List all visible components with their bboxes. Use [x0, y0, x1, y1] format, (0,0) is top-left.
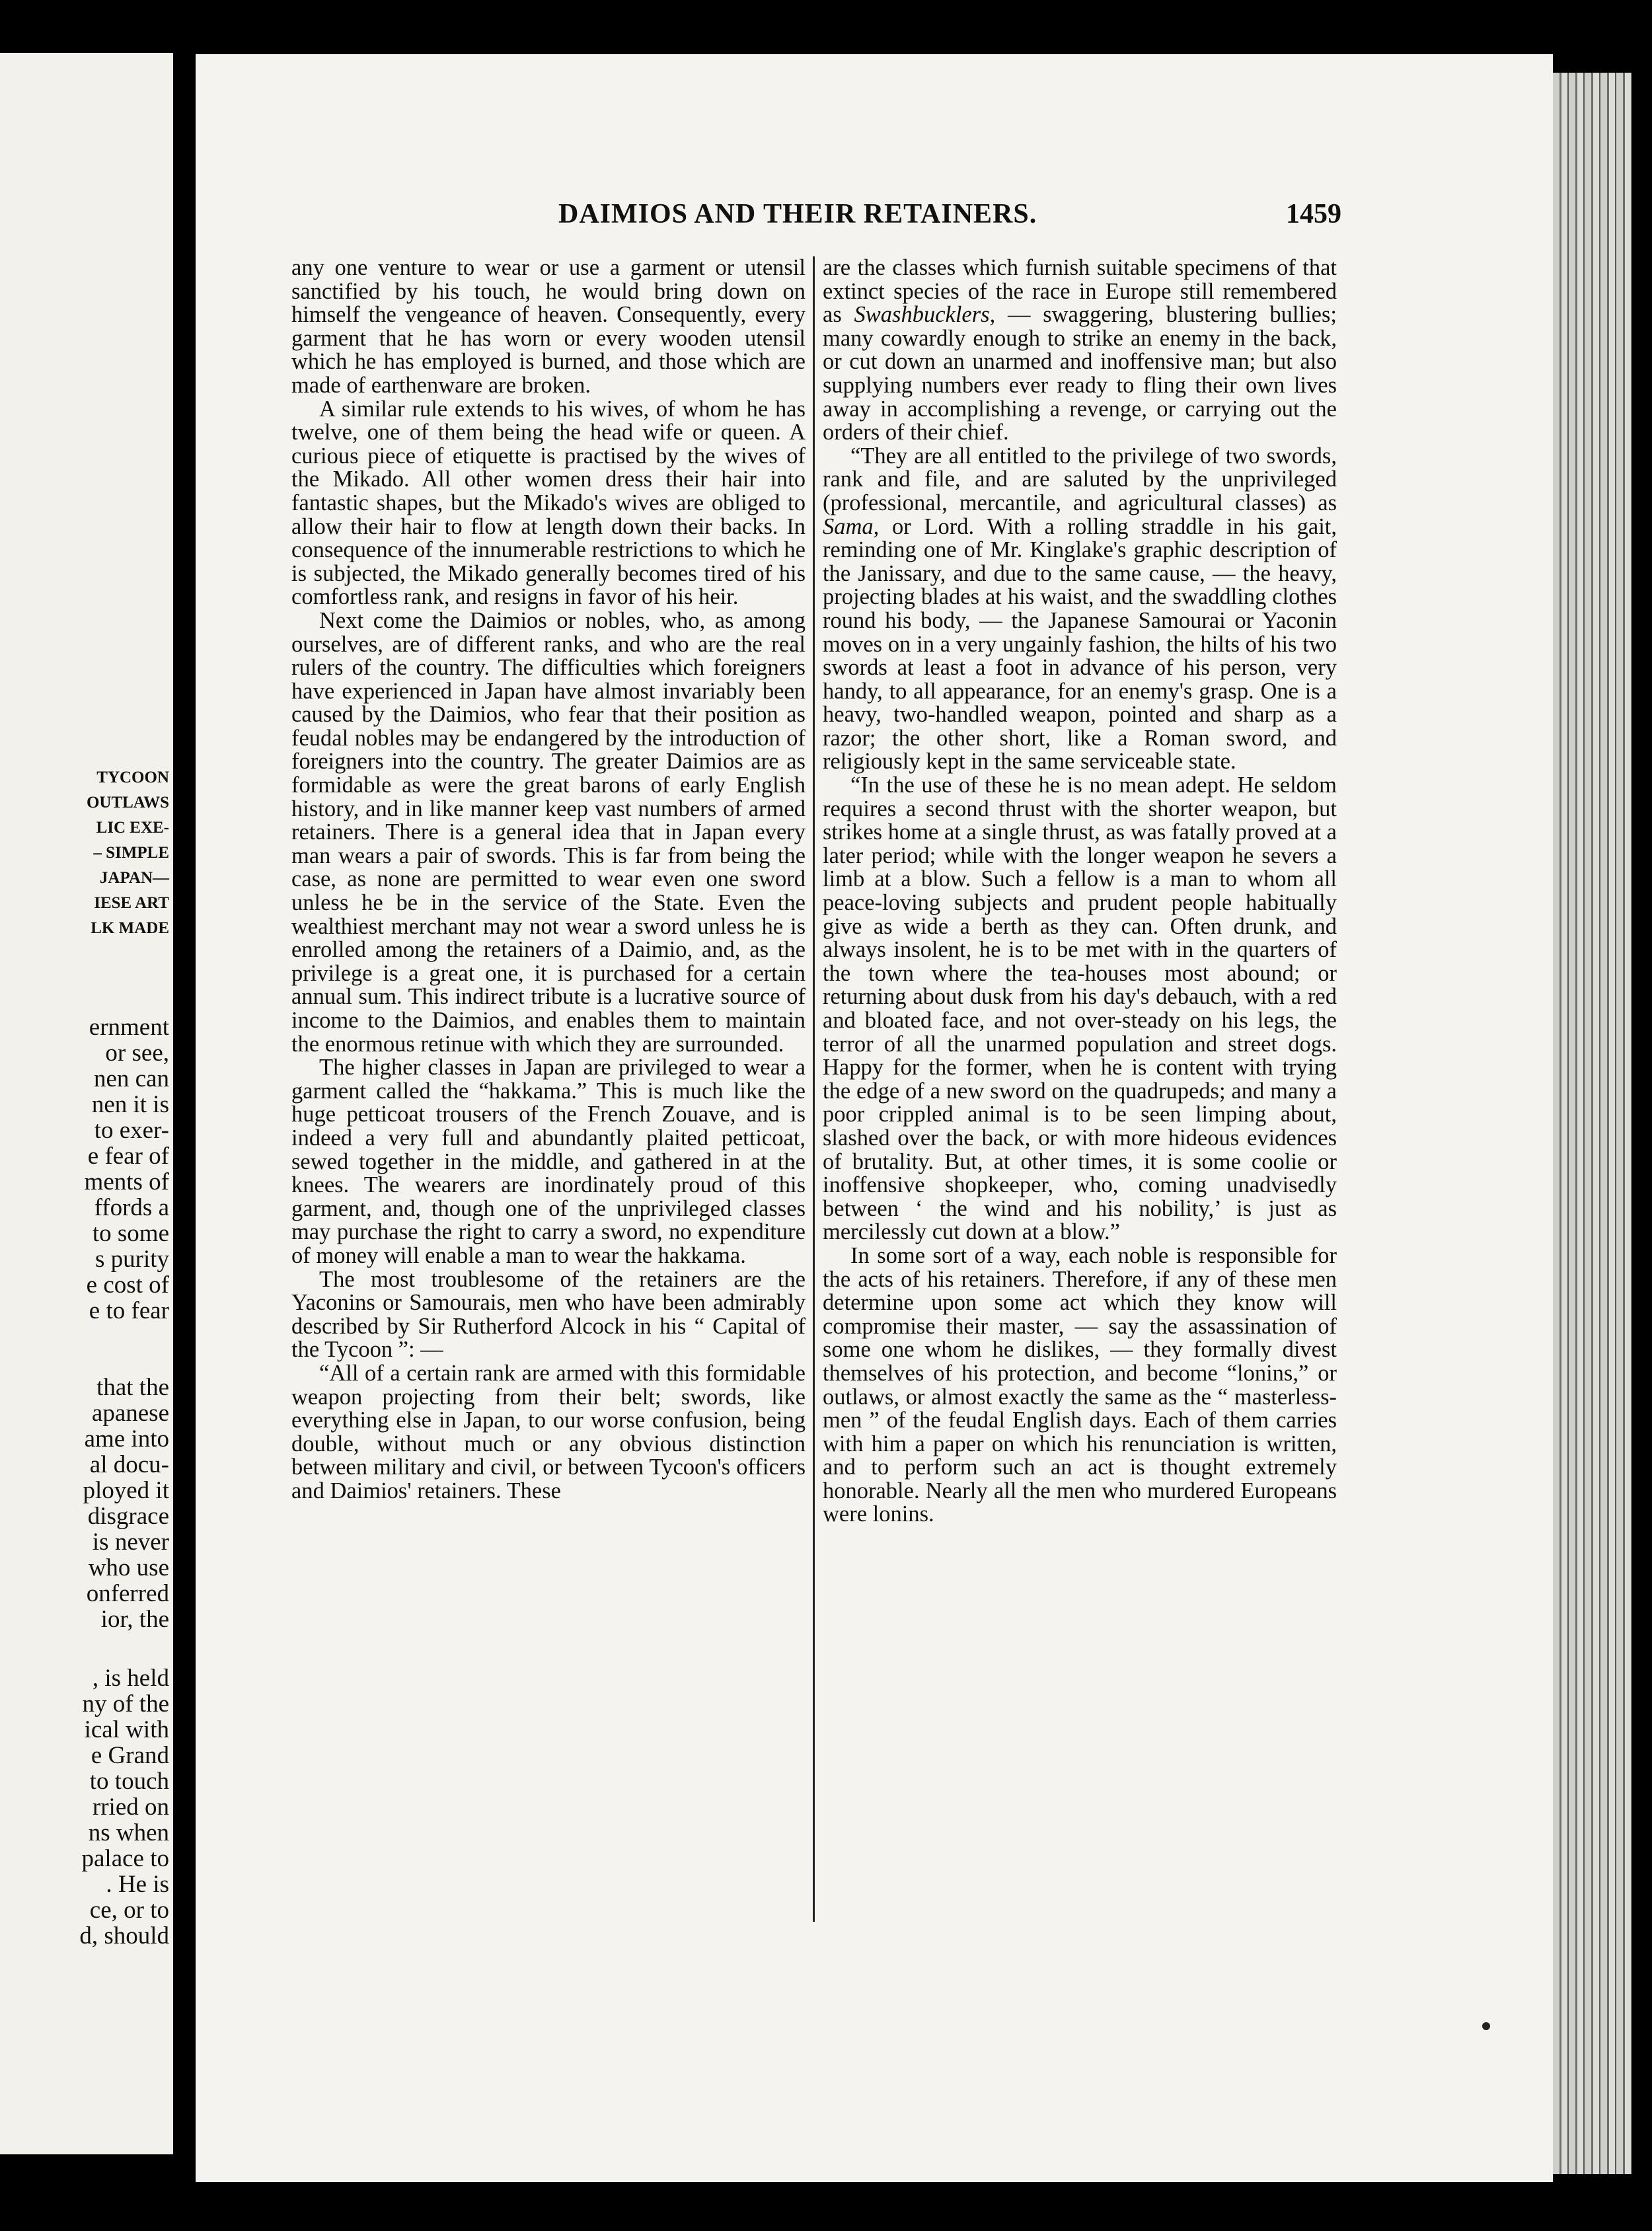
facing-page-fragment	[0, 53, 173, 2154]
facing-line: e to fear	[89, 1297, 169, 1324]
paragraph	[823, 256, 1337, 445]
facing-line: OUTLAWS	[86, 794, 169, 812]
facing-line: ffords a	[94, 1194, 169, 1221]
paragraph: Next come the Daimios or nobles, who, as among ourselves, are of different ranks, and who are the real rulers of the country. The difficulties which foreigners have experienced in Japan have almost invariably been caused by the Daimios, who fear that their position as feudal nobles may be endangered by the introduction of foreigners into the country. The greater Daimios are as formidable as were the great barons of early English history, and in like manner keep vast numbers of armed retainers. There is a general idea that in Japan every man wears a pair of swords. This is far from being the case, as none are permitted to wear even one sword unless he be in the service of the State. Even the wealthiest merchant may not wear a sword unless he is enrolled among the retainers of a Daimio, and, as the privilege is a great one, it is purchased for a certain annual sum. This indirect tribute is a lucrative source of income to the Daimios, and enables them to maintain the enormous retinue with which they are surrounded.	[291, 607, 806, 1057]
facing-line: LK MADE	[91, 919, 169, 937]
facing-line: ernment	[89, 1014, 169, 1041]
facing-line: is never	[92, 1529, 169, 1556]
running-title: DAIMIOS AND THEIR RETAINERS.	[558, 199, 1037, 229]
facing-page-caps-block	[87, 765, 169, 941]
running-header	[291, 198, 1341, 238]
text-column-right	[823, 256, 1337, 1527]
text-run: or Lord. With a rolling straddle in his gait, reminding one of Mr. Kinglake's graphic description of the Janissary, and due to the same cause, — the heavy, projecting blades at his waist, and the swaddling clothes round his body, — the Japanese Samourai or Yaconin moves on in a very ungainly fashion, the hilts of his two swords at least a foot in advance of his person, very handy, to all appearance, for an enemy's grasp. One is a heavy, two-handled weapon, pointed and sharp as a razor; the other short, like a Roman sword, and religiously kept in the same serviceable state.	[823, 513, 1337, 775]
facing-line: ior, the	[100, 1606, 169, 1633]
page-edges	[1553, 73, 1632, 2174]
facing-line: or see,	[105, 1040, 169, 1067]
facing-line: nen it is	[91, 1091, 169, 1118]
facing-line: disgrace	[87, 1503, 169, 1530]
facing-line: ployed it	[83, 1477, 169, 1504]
facing-page-text-block	[79, 1665, 169, 1949]
paragraph: “In the use of these he is no mean adept. He seldom requires a second thrust with the shorter weapon, but strikes home at a single thrust, as was fatally proved at a later period; while with the longer weapon he severs a limb at a blow. Such a fellow is a man to whom all peace-loving subjects and prudent people habitually give as wide a berth as they can. Often drunk, and always insolent, he is to be met with in the quarters of the town where the tea-houses most abound; or returning about dusk from his day's debauch, with a red and bloated face, and not over-steady on his legs, the terror of all the unarmed population and street dogs. Happy for the former, when he is content with trying the edge of a new sword on the quadrupeds; and many a poor crippled animal is to be seen limping about, slashed over the back, or with more hideous evidences of brutality. But, at other times, it is some coolie or inoffensive shopkeeper, who, coming unadvisedly between ‘ the wind and his nobility,’ is just as mercilessly cut down at a blow.”	[823, 773, 1337, 1245]
facing-line: who use	[88, 1554, 169, 1581]
facing-page-text-block	[85, 1014, 169, 1324]
ink-speck	[1482, 2022, 1490, 2030]
facing-line: that the	[96, 1374, 169, 1401]
facing-line: onferred	[86, 1580, 169, 1607]
facing-line: TYCOON	[96, 769, 169, 786]
facing-line: e Grand	[91, 1742, 169, 1769]
facing-line: – SIMPLE	[93, 844, 169, 862]
facing-line: to touch	[89, 1768, 169, 1795]
facing-line: apanese	[91, 1400, 169, 1427]
facing-line: . He is	[106, 1871, 169, 1898]
paragraph: any one venture to wear or use a garment or utensil sanctified by his touch, he would bring down on himself the vengeance of heaven. Consequently, every garment that he has worn or every wooden utensil which he has employed is burned, and those which are made of earthenware are broken.	[291, 255, 806, 398]
paragraph	[823, 445, 1337, 774]
text-column-left	[291, 256, 806, 1503]
facing-line: nen can	[93, 1065, 169, 1092]
facing-line: e fear of	[87, 1143, 169, 1170]
paragraph: The most troublesome of the retainers are the Yaconins or Samourais, men who have been admirably described by Sir Rutherford Alcock in his “ Capital of the Tycoon ”: —	[291, 1266, 806, 1363]
text-run: “They are all entitled to the privilege of two swords, rank and file, and are saluted by the unprivileged (professional, mercantile, and agricultural classes) as	[823, 443, 1337, 515]
page-number: 1459	[1286, 199, 1341, 229]
facing-line: to some	[92, 1220, 169, 1247]
facing-line: ame into	[84, 1425, 169, 1453]
paragraph: “All of a certain rank are armed with this formidable weapon projecting from their belt; swords, like everything else in Japan, to our worse confusion, being double, without much or any obvious distinction between military and civil, or between Tycoon's officers and Daimios' retainers. These	[291, 1360, 806, 1503]
column-rule	[813, 256, 815, 1922]
facing-line: ments of	[84, 1168, 169, 1195]
italic-term: Swashbucklers,	[854, 302, 996, 328]
facing-line: al docu-	[89, 1451, 169, 1478]
facing-line: JAPAN—	[99, 869, 169, 887]
facing-line: ical with	[84, 1716, 169, 1743]
facing-line: s purity	[94, 1246, 169, 1273]
text-run: are the classes which furnish suitable specimens of that extinct species of the race in Europe still remembered as	[823, 255, 1337, 328]
facing-line: ce, or to	[89, 1897, 169, 1924]
facing-line: LIC EXE-	[96, 819, 169, 837]
facing-line: ny of the	[82, 1690, 169, 1718]
facing-line: ns when	[88, 1819, 169, 1846]
facing-line: IESE ART	[94, 894, 169, 912]
facing-line: d, should	[79, 1922, 169, 1949]
facing-line: , is held	[92, 1665, 169, 1692]
italic-term: Sama,	[823, 513, 880, 539]
facing-line: rried on	[92, 1794, 169, 1821]
paragraph: In some sort of a way, each noble is responsible for the acts of his retainers. Therefore, if any of these men determine upon some act which they know will compromise their master, — say the assassination of some one whom he dislikes, — they formally divest themselves of his protection, and become “lonins,” or outlaws, or almost exactly the same as the “ masterless-men ” of the feudal English days. Each of them carries with him a paper on which his renunciation is written, and to perform such an act is thought extremely honorable. Nearly all the men who murdered Europeans were lonins.	[823, 1242, 1337, 1527]
facing-page-text-block	[83, 1375, 169, 1632]
facing-line: to exer-	[94, 1117, 169, 1144]
facing-line: palace to	[81, 1845, 169, 1872]
text-run: — swaggering, blustering bullies; many cowardly enough to strike an enemy in the back, or cut down an unarmed and inoffensive man; but also supplying numbers ever ready to fling their own lives away in accomplishing a revenge, or carrying out the orders of their chief.	[823, 302, 1337, 445]
facing-line: e cost of	[86, 1271, 169, 1299]
paragraph: A similar rule extends to his wives, of whom he has twelve, one of them being the head wife or queen. A curious piece of etiquette is practised by the wives of the Mikado. All other women dress their hair into fantastic shapes, but the Mikado's wives are obliged to allow their hair to flow at length down their backs. In consequence of the innumerable restrictions to which he is subjected, the Mikado generally becomes tired of his comfortless rank, and resigns in favor of his heir.	[291, 396, 806, 610]
paragraph: The higher classes in Japan are privileged to wear a garment called the “hakkama.” This is much like the huge petticoat trousers of the French Zouave, and is indeed a very full and abundantly plaited petticoat, sewed together in the middle, and gathered in at the knees. The wearers are inordinately proud of this garment, and, though one of the unprivileged classes may purchase the right to carry a sword, no expenditure of money will enable a man to wear the hakkama.	[291, 1055, 806, 1268]
